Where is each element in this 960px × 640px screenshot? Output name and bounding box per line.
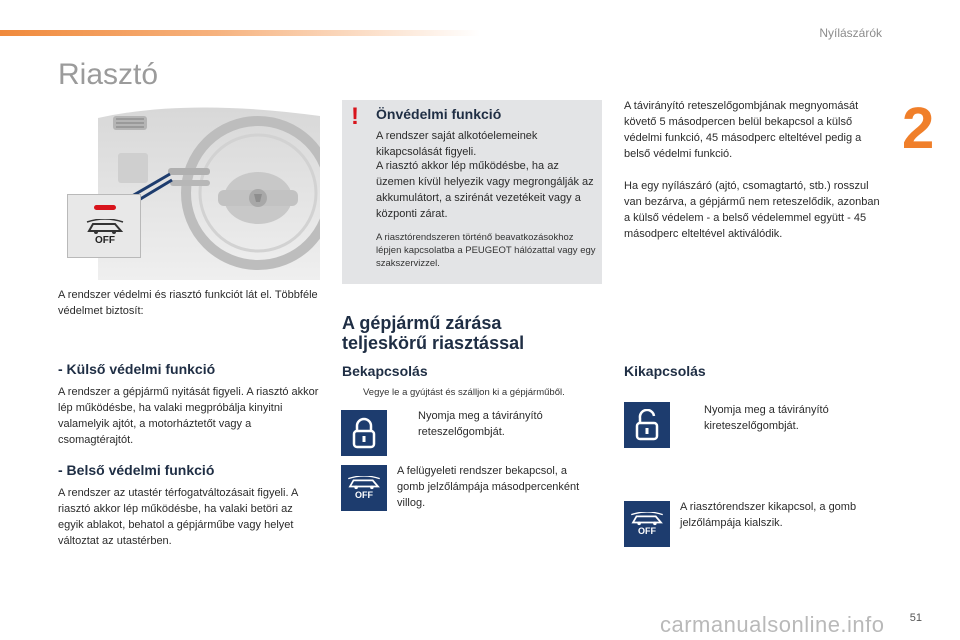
- locking-heading-line-2: teljeskörű riasztással: [342, 333, 525, 353]
- external-heading: - Külső védelmi funkció: [58, 361, 216, 377]
- car-shield-icon: [85, 219, 125, 235]
- activation-step: Nyomja meg a távirányító reteszelőgombját.: [418, 410, 543, 438]
- tile-off-label: OFF: [355, 490, 373, 500]
- tile-off-label: OFF: [638, 526, 656, 536]
- right-text-1: A távirányító reteszelőgombjának megnyomását követő 5 másodpercen belül bekapcsol a külső védelmi funkció, 45 másodperc elteltével pedig a belső védelmi funkció.: [624, 100, 862, 160]
- car-shield-icon: [629, 512, 665, 526]
- selfprotect-note: A riasztórendszeren történő beavatkozásokhoz lépjen kapcsolatba a PEUGEOT hálózattal vagy egy szakszervizzel.: [376, 232, 596, 269]
- padlock-open-icon: [634, 409, 660, 441]
- locking-heading-line-1: A gépjármű zárása: [342, 313, 502, 333]
- alarm-indicator-led: [94, 205, 116, 210]
- internal-text: A rendszer az utastér térfogatváltozásait figyeli. A riasztó akkor lép működésbe, ha valaki betöri az egyik ablakot, behatol a gépjárműbe vagy helyet változtat az utastérben.: [58, 487, 298, 547]
- activation-result: A felügyeleti rendszer bekapcsol, a gomb jelzőlámpája másodpercenként villog.: [397, 465, 580, 509]
- lock-button-tile: [341, 410, 387, 456]
- deactivation-step: Nyomja meg a távirányító kireteszelőgombját.: [704, 404, 829, 432]
- alarm-off-tile-off: [624, 501, 670, 547]
- activation-heading: Bekapcsolás: [342, 363, 428, 379]
- selfprotect-heading: Önvédelmi funkció: [376, 106, 502, 122]
- watermark: carmanualsonline.info: [660, 612, 885, 637]
- alarm-off-label: OFF: [95, 235, 115, 246]
- intro-text: A rendszer védelmi és riasztó funkciót lát el. Többféle védelmet biztosít:: [58, 289, 318, 317]
- alarm-off-icon: [82, 219, 128, 251]
- locking-heading: [342, 313, 604, 353]
- external-text: A rendszer a gépjármű nyitását figyeli. A riasztó akkor lép működésbe, ha valaki megpróbálja kinyitni valamelyik ajtót, a motorháztetőt vagy a csomagtérajtót.: [58, 386, 319, 446]
- page-title: Riasztó: [58, 58, 159, 91]
- deactivation-result: A riasztórendszer kikapcsol, a gomb jelzőlámpája kialszik.: [680, 501, 857, 529]
- warning-icon: !: [351, 103, 359, 130]
- header-accent-bar: [0, 30, 480, 36]
- alarm-button-closeup: [67, 194, 141, 258]
- alarm-off-tile-on: [341, 465, 387, 511]
- activation-note: Vegye le a gyújtást és szálljon ki a gépjárműből.: [363, 387, 565, 398]
- internal-heading: - Belső védelmi funkció: [58, 462, 215, 478]
- right-text-2: Ha egy nyílászáró (ajtó, csomagtartó, stb.) rosszul van bezárva, a gépjármű nem reteszelődik, azonban a külső védelem - a belső védelemmel együtt - 45 másodperc elteltével aktiválódik.: [624, 180, 880, 240]
- car-shield-icon: [346, 476, 382, 490]
- selfprotect-text-2: A riasztó akkor lép működésbe, ha az üzemen kívül helyezik vagy megrongálják az akkumulátort, a szirénát vezetékeit vagy a központi zárat.: [376, 160, 594, 220]
- chapter-number: 2: [902, 96, 935, 161]
- unlock-button-tile: [624, 402, 670, 448]
- deactivation-heading: Kikapcsolás: [624, 363, 706, 379]
- selfprotect-text-1: A rendszer saját alkotóelemeinek kikapcsolását figyeli.: [376, 130, 538, 158]
- section-label: Nyílászárók: [819, 26, 882, 40]
- padlock-closed-icon: [351, 417, 377, 449]
- page-number: 51: [909, 612, 922, 624]
